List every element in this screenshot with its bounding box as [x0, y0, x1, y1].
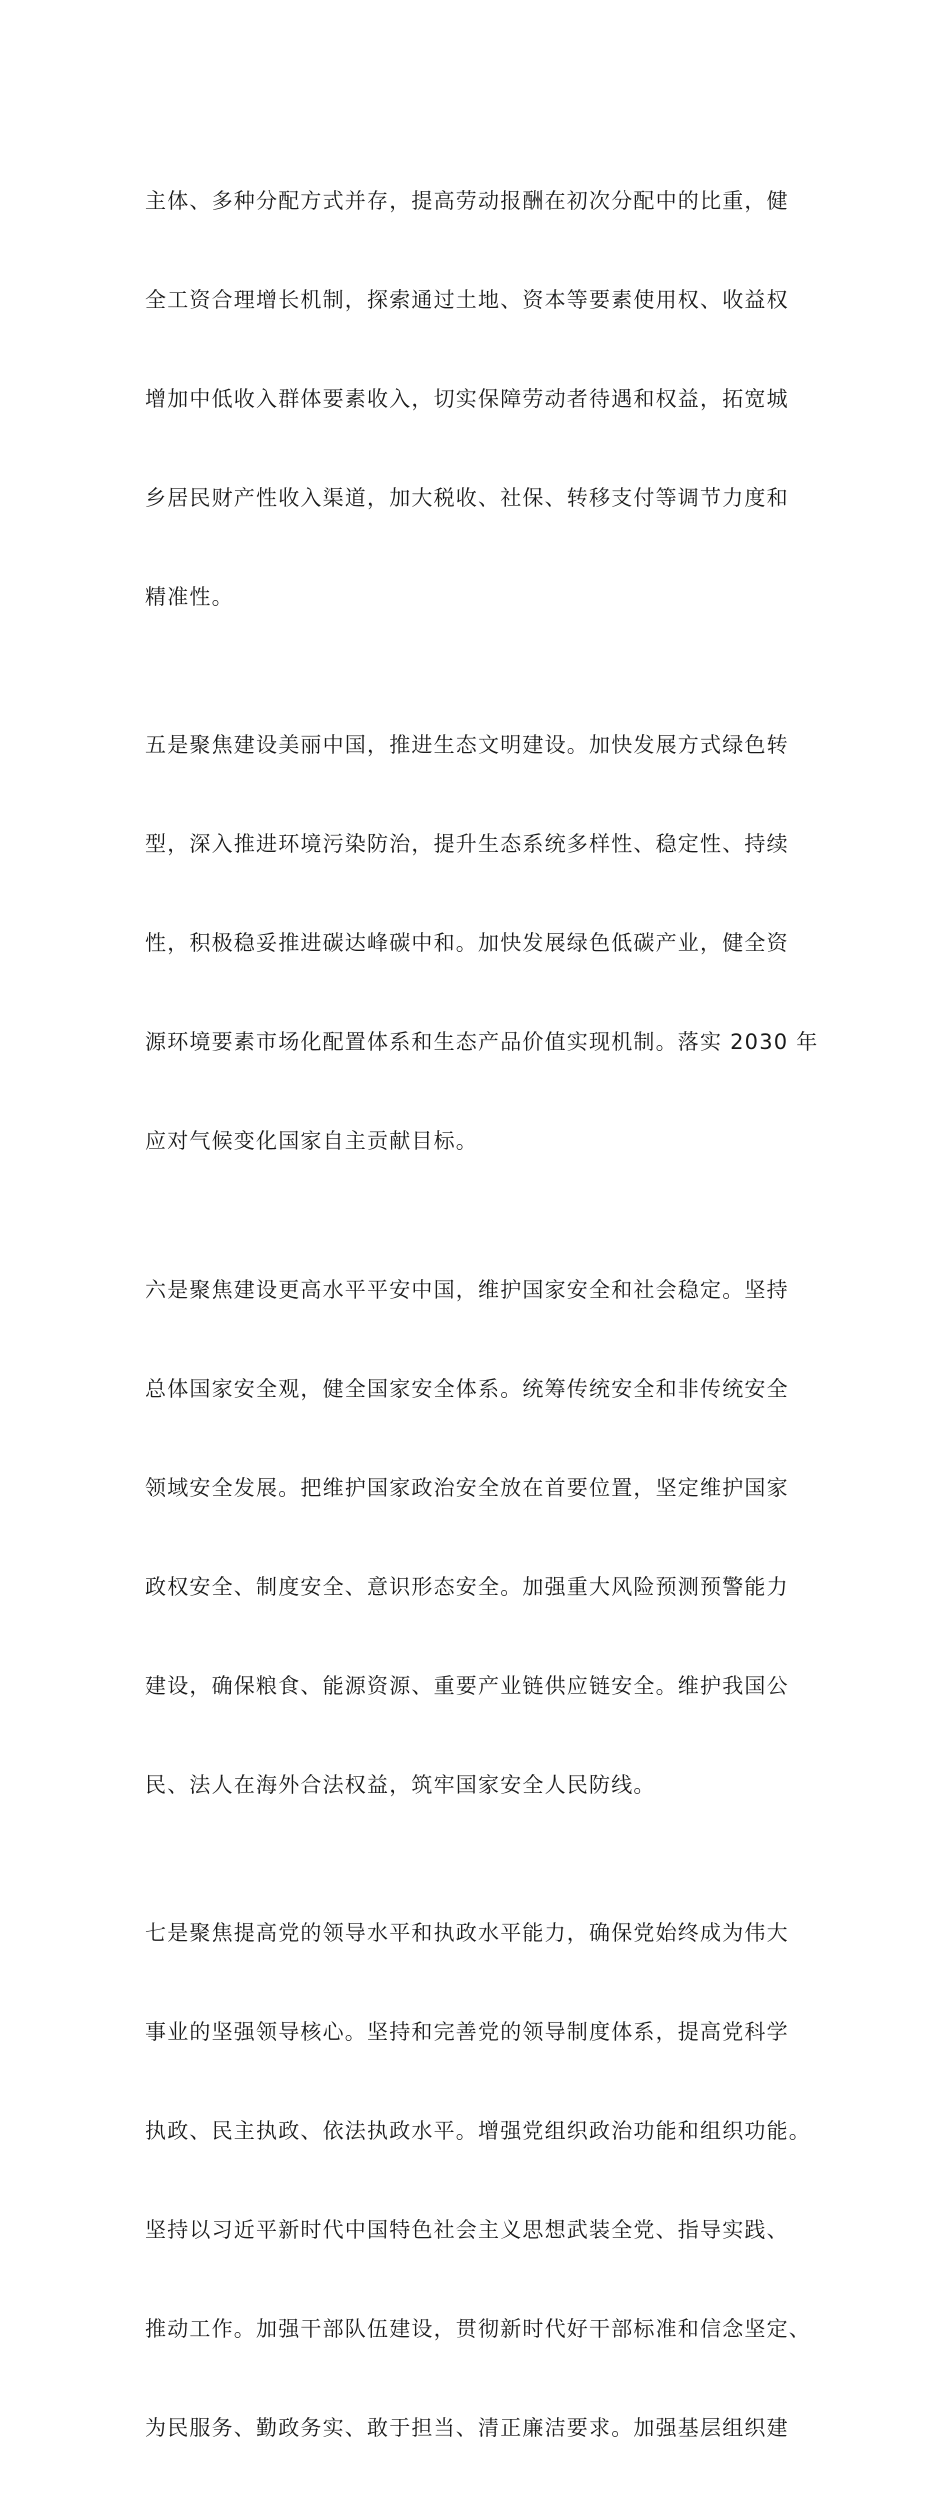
- text-line: 型，深入推进环境污染防治，提升生态系统多样性、稳定性、持续: [145, 820, 815, 870]
- text-line: 坚持以习近平新时代中国特色社会主义思想武装全党、指导实践、: [145, 2206, 815, 2256]
- text-line: 全工资合理增长机制，探索通过土地、资本等要素使用权、收益权: [145, 276, 815, 326]
- paragraph-1: [145, 127, 815, 672]
- text-line: 乡居民财产性收入渠道，加大税收、社保、转移支付等调节力度和: [145, 474, 815, 524]
- text-line: 政权安全、制度安全、意识形态安全。加强重大风险预测预警能力: [145, 1563, 815, 1613]
- document-body: [145, 127, 815, 2503]
- text-line: 源环境要素市场化配置体系和生态产品价值实现机制。落实 2030 年: [145, 1018, 815, 1068]
- text-line: 七是聚焦提高党的领导水平和执政水平能力，确保党始终成为伟大: [145, 1909, 815, 1959]
- paragraph-4: [145, 1860, 815, 2503]
- text-line: 执政、民主执政、依法执政水平。增强党组织政治功能和组织功能。: [145, 2107, 815, 2157]
- text-line: 五是聚焦建设美丽中国，推进生态文明建设。加快发展方式绿色转: [145, 721, 815, 771]
- text-line: 性，积极稳妥推进碳达峰碳中和。加快发展绿色低碳产业，健全资: [145, 919, 815, 969]
- text-line: 增加中低收入群体要素收入，切实保障劳动者待遇和权益，拓宽城: [145, 375, 815, 425]
- text-line: 推动工作。加强干部队伍建设，贯彻新时代好干部标准和信念坚定、: [145, 2305, 815, 2355]
- text-line: 应对气候变化国家自主贡献目标。: [145, 1117, 815, 1167]
- text-line: 领域安全发展。把维护国家政治安全放在首要位置，坚定维护国家: [145, 1464, 815, 1514]
- text-line: 事业的坚强领导核心。坚持和完善党的领导制度体系，提高党科学: [145, 2008, 815, 2058]
- paragraph-3: [145, 1216, 815, 1860]
- text-line: 总体国家安全观，健全国家安全体系。统筹传统安全和非传统安全: [145, 1365, 815, 1415]
- text-line: 六是聚焦建设更高水平平安中国，维护国家安全和社会稳定。坚持: [145, 1266, 815, 1316]
- paragraph-2: [145, 672, 815, 1217]
- text-line: 主体、多种分配方式并存，提高劳动报酬在初次分配中的比重，健: [145, 177, 815, 227]
- text-line: 建设，确保粮食、能源资源、重要产业链供应链安全。维护我国公: [145, 1662, 815, 1712]
- text-line: 为民服务、勤政务实、敢于担当、清正廉洁要求。加强基层组织建: [145, 2404, 815, 2454]
- text-line: 民、法人在海外合法权益，筑牢国家安全人民防线。: [145, 1761, 815, 1811]
- text-line: 精准性。: [145, 573, 815, 623]
